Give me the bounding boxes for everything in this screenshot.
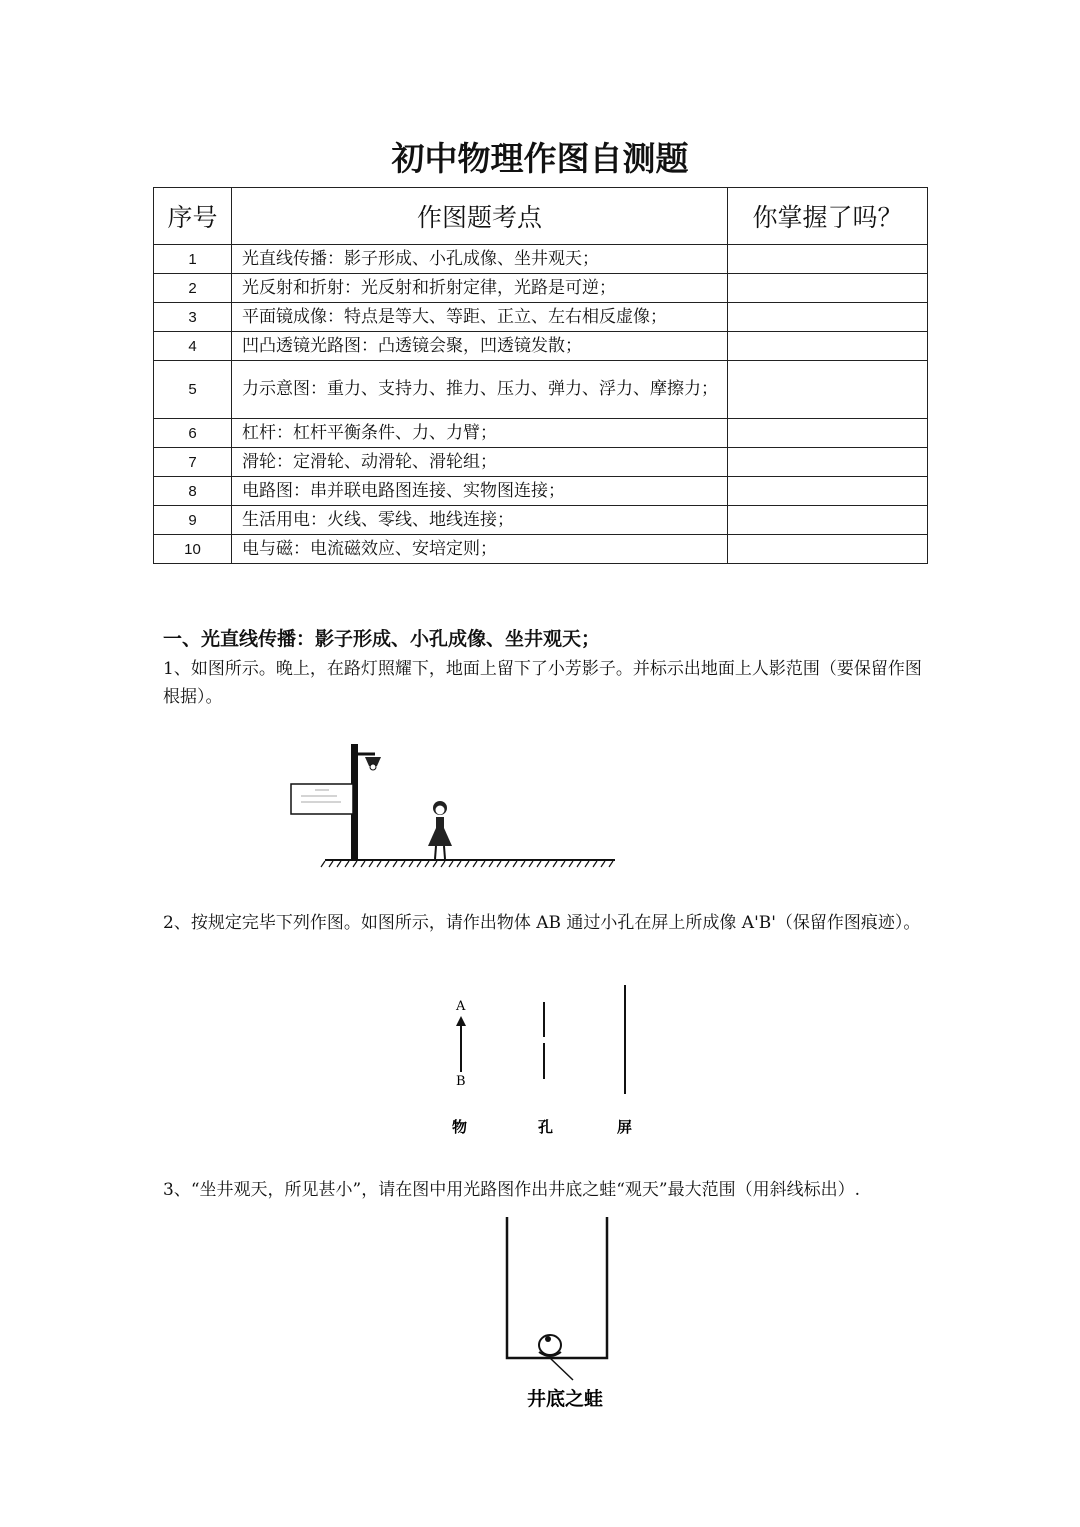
row-num: 7 bbox=[154, 448, 232, 477]
label-object: 物 bbox=[452, 1118, 468, 1136]
label-a: A bbox=[456, 999, 466, 1014]
table-row bbox=[154, 361, 928, 419]
row-status bbox=[728, 361, 928, 419]
table-row bbox=[154, 506, 928, 535]
row-topic: 电路图：串并联电路图连接、实物图连接； bbox=[232, 477, 728, 506]
row-status bbox=[728, 477, 928, 506]
label-hole: 孔 bbox=[538, 1118, 554, 1136]
row-topic: 光直线传播：影子形成、小孔成像、坐井观天； bbox=[232, 245, 728, 274]
table-row bbox=[154, 477, 928, 506]
row-status bbox=[728, 535, 928, 564]
row-topic: 力示意图：重力、支持力、推力、压力、弹力、浮力、摩擦力； bbox=[232, 361, 728, 419]
figure-well-frog bbox=[495, 1212, 625, 1417]
figure-pinhole bbox=[440, 980, 660, 1150]
row-num: 3 bbox=[154, 303, 232, 332]
question-3-text: 3、“坐井观天，所见甚小”，请在图中用光路图作出井底之蛙“观天”最大范围（用斜线标出）. bbox=[163, 1180, 860, 1200]
row-topic: 杠杆：杠杆平衡条件、力、力臂； bbox=[232, 419, 728, 448]
table-row bbox=[154, 303, 928, 332]
question-1-text: 1、如图所示。晚上，在路灯照耀下，地面上留下了小芳影子。并标示出地面上人影范围（要保留作图根据）。 bbox=[163, 659, 922, 707]
row-num: 2 bbox=[154, 274, 232, 303]
ground bbox=[321, 860, 615, 867]
row-topic: 滑轮：定滑轮、动滑轮、滑轮组； bbox=[232, 448, 728, 477]
topics-table bbox=[153, 187, 928, 564]
question-2-text: 2、按规定完毕下列作图。如图所示，请作出物体 AB 通过小孔在屏上所成像 A'B'（保留作图痕迹）。 bbox=[163, 913, 921, 933]
label-screen: 屏 bbox=[617, 1118, 633, 1136]
row-num: 8 bbox=[154, 477, 232, 506]
row-num: 9 bbox=[154, 506, 232, 535]
label-b: B bbox=[456, 1074, 466, 1089]
row-topic: 光反射和折射：光反射和折射定律，光路是可逆； bbox=[232, 274, 728, 303]
table-row bbox=[154, 535, 928, 564]
row-status bbox=[728, 419, 928, 448]
sign-board bbox=[291, 784, 353, 814]
page-title: 初中物理作图自测题 bbox=[391, 139, 689, 178]
row-num: 5 bbox=[154, 361, 232, 419]
row-status bbox=[728, 274, 928, 303]
table-row bbox=[154, 419, 928, 448]
row-num: 6 bbox=[154, 419, 232, 448]
row-topic: 平面镜成像：特点是等大、等距、正立、左右相反虚像； bbox=[232, 303, 728, 332]
row-status bbox=[728, 303, 928, 332]
row-status bbox=[728, 245, 928, 274]
row-num: 4 bbox=[154, 332, 232, 361]
row-topic: 凹凸透镜光路图：凸透镜会聚，凹透镜发散； bbox=[232, 332, 728, 361]
figure-streetlamp bbox=[285, 740, 625, 870]
header-status: 你掌握了吗？ bbox=[728, 188, 928, 245]
row-status bbox=[728, 332, 928, 361]
row-num: 1 bbox=[154, 245, 232, 274]
row-status bbox=[728, 448, 928, 477]
table-header-row bbox=[154, 188, 928, 245]
object-arrow-ab bbox=[456, 1016, 466, 1072]
header-topic: 作图题考点 bbox=[232, 188, 728, 245]
table-row bbox=[154, 332, 928, 361]
table-row bbox=[154, 448, 928, 477]
row-num: 10 bbox=[154, 535, 232, 564]
header-num: 序号 bbox=[154, 188, 232, 245]
table-row bbox=[154, 274, 928, 303]
lamp-head bbox=[358, 754, 381, 770]
table-row bbox=[154, 245, 928, 274]
row-topic: 电与磁：电流磁效应、安培定则； bbox=[232, 535, 728, 564]
row-topic: 生活用电：火线、零线、地线连接； bbox=[232, 506, 728, 535]
row-status bbox=[728, 506, 928, 535]
girl-figure bbox=[428, 801, 452, 859]
well-frog-caption: 井底之蛙 bbox=[527, 1388, 604, 1410]
section-heading: 一、光直线传播：影子形成、小孔成像、坐井观天； bbox=[163, 628, 601, 650]
